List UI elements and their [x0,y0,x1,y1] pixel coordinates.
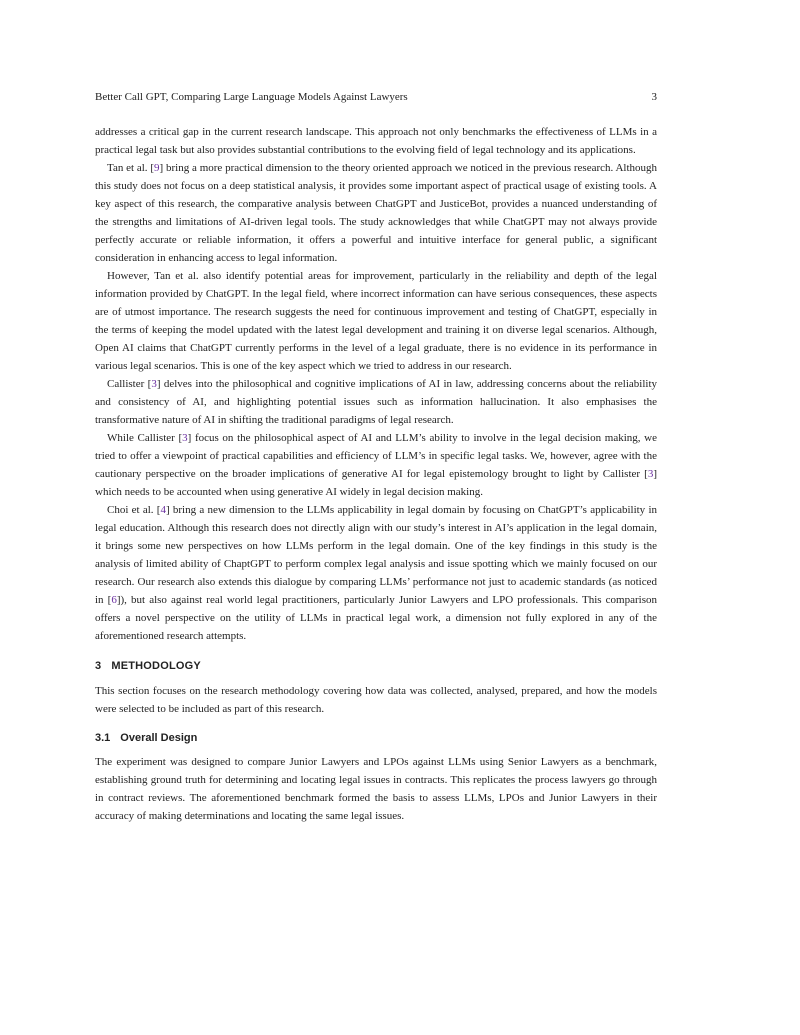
citation-link[interactable]: 6 [111,594,117,606]
paragraph-callister-focus: While Callister [3] focus on the philosophical aspect of AI and LLM’s ability to involve in the legal decision making, we tried to offer a viewpoint of practical capabilities and efficiency of LLM’s in specific legal tasks. We, however, agree with the cautionary perspective on the broader implications of generative AI for legal epistemology brought to light by Callister [3] which needs to be accounted when using generative AI widely in legal decision making. [95,432,657,498]
page-number: 3 [651,91,657,103]
running-header [95,90,657,104]
paragraph-callister: Callister [3] delves into the philosophical and cognitive implications of AI in law, addressing concerns about the reliability and consistency of AI, and highlighting potential issues such as information hallucination. It also emphasises the transformative nature of AI in shifting the traditional paradigms of legal research. [95,378,657,426]
section-heading-methodology: 3 METHODOLOGY [95,660,201,672]
paragraph-choi: Choi et al. [4] bring a new dimension to the LLMs applicability in legal domain by focusing on ChatGPT’s applicability in legal education. Although this research does not directly align with our study’s interest in AI’s application in the legal domain, it brings some new perspectives on how LLMs perform in the legal domain. One of the key findings in this study is the analysis of limited ability of ChaptGPT to perform complex legal analysis and issue spotting which we mainly focused on our research. Our research also extends this dialogue by comparing LLMs’ performance not just to academic standards (as noticed in [6]), but also against real world legal practitioners, particularly Junior Lawyers and LPO professionals. This comparison offers a novel perspective on the utility of LLMs in practical legal work, a dimension not fully explored in any of the aforementioned research attempts. [95,504,657,642]
paragraph-overall-design: The experiment was designed to compare Junior Lawyers and LPOs against LLMs using Senior Lawyers as a benchmark, establishing ground truth for determining and locating legal issues in contracts. This replicates the process lawyers go through in contract reviews. The aforementioned benchmark formed the basis to assess LLMs, LPOs and Junior Lawyers in their accuracy of making determinations and locating the same legal issues. [95,756,657,822]
running-title: Better Call GPT, Comparing Large Language Models Against Lawyers [95,91,408,103]
citation-link[interactable]: 3 [151,378,157,390]
paragraph-tan: Tan et al. [9] bring a more practical dimension to the theory oriented approach we noticed in the previous research. Although this study does not focus on a deep statistical analysis, it provides some important aspect of practical usage of existing tools. A key aspect of this research, the comparative analysis between ChatGPT and JusticeBot, provides a nuanced understanding of the strengths and limitations of AI-driven legal tools. The study acknowledges that while ChatGPT may not always provide perfectly accurate or reliable information, it offers a powerful and intuitive interface for general public, a significant consideration in enhancing access to legal information. [95,162,658,264]
paper-page [95,90,657,825]
paragraph-continuation: addresses a critical gap in the current research landscape. This approach not only benchmarks the effectiveness of LLMs in a practical legal task but also provides substantial contributions to the evolving field of legal technology and its applications. [95,126,657,156]
paragraph-tan-improvement: However, Tan et al. also identify potential areas for improvement, particularly in the reliability and depth of the legal information provided by ChatGPT. In the legal field, where incorrect information can have serious consequences, these aspects are of utmost importance. The research suggests the need for continuous improvement and testing of ChatGPT, especially in the terms of keeping the model updated with the latest legal development and training it on diverse legal scenarios. Although, Open AI claims that ChatGPT currently performs in the level of a legal graduate, there is no evidence in its performance in various legal scenarios. This is one of the key aspect which we tried to address in our research. [95,270,657,372]
citation-link[interactable]: 3 [182,432,188,444]
citation-link[interactable]: 3 [647,468,654,480]
citation-link[interactable]: 4 [160,504,166,516]
paragraph-methodology: This section focuses on the research methodology covering how data was collected, analysed, prepared, and how the models were selected to be included as part of this research. [95,685,657,715]
subsection-heading-overall-design: 3.1 Overall Design [95,732,198,744]
citation-link[interactable]: 9 [154,162,160,174]
